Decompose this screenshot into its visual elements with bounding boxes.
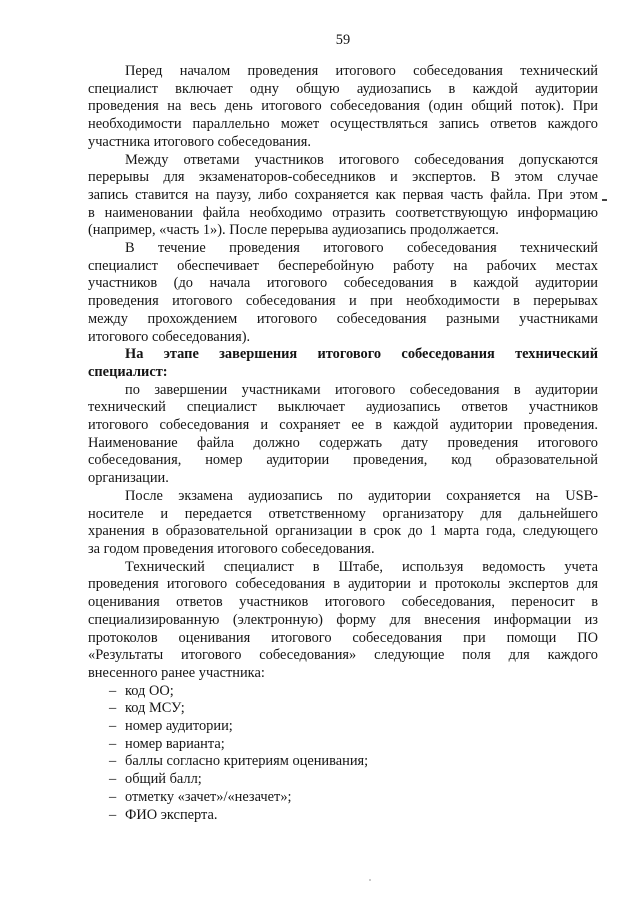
list-item-text: баллы согласно критериям оценивания; <box>125 753 369 770</box>
list-item <box>88 789 598 807</box>
text-line: участника итогового собеседования. <box>88 133 311 150</box>
list-item-text: номер варианта; <box>125 735 225 752</box>
scan-artifact-mark <box>602 199 607 201</box>
page-number: 59 <box>335 32 351 48</box>
text-line: специалист включает одну общую аудиозапись в каждой аудитории <box>88 80 598 97</box>
text-line: оценивания ответов участников итогового собеседования, переносит в <box>88 594 598 611</box>
text-line: технический специалист выключает аудиозапись ответов участников <box>88 399 598 416</box>
list-item <box>88 700 598 718</box>
list-dash: – <box>109 682 117 699</box>
list-dash: – <box>109 806 117 823</box>
list-item <box>88 736 598 754</box>
list-dash: – <box>109 753 117 770</box>
list-item <box>88 753 598 771</box>
text-line: организации. <box>88 470 169 487</box>
text-line: в наименовании файла необходимо отразить соответствующую информацию <box>88 204 598 221</box>
list-dash: – <box>109 718 117 735</box>
text-line: итогового собеседования). <box>88 328 251 345</box>
text-line: итогового собеседования и сохраняет ее в каждой аудитории проведения. <box>88 417 598 434</box>
text-line: «Результаты итогового собеседования» следующие поля для каждого <box>88 647 598 664</box>
text-line: внесенного ранее участника: <box>88 664 265 681</box>
text-line: перерывы для экзаменаторов-собеседников и экспертов. В этом случае <box>88 169 598 186</box>
list-item <box>88 683 598 701</box>
section-heading-completion-stage <box>88 346 598 381</box>
text-line: проведения на весь день итогового собеседования (один общий поток). При <box>88 98 598 115</box>
text-line: специалист обеспечивает бесперебойную работу на рабочих местах <box>88 257 598 274</box>
list-item-text: номер аудитории; <box>125 718 233 735</box>
text-line: На этапе завершения итогового собеседования технический <box>125 346 598 363</box>
list-item-text: отметку «зачет»/«незачет»; <box>125 788 292 805</box>
text-line: протоколов оценивания итогового собеседования при помощи ПО <box>88 629 598 646</box>
list-item-text: ФИО эксперта. <box>125 806 218 823</box>
list-item-text: общий балл; <box>125 771 202 788</box>
list-dash: – <box>109 788 117 805</box>
text-line: хранения в образовательной организации в срок до 1 марта года, следующего <box>88 523 598 540</box>
text-line: запись ставится на паузу, либо сохраняется как первая часть файла. При этом <box>88 186 598 203</box>
text-line: (например, «часть 1»). После перерыва аудиозапись продолжается. <box>88 222 499 239</box>
text-line: В течение проведения итогового собеседования технический <box>125 240 598 257</box>
text-line: между прохождением итогового собеседования разными участниками <box>88 310 598 327</box>
page-body <box>88 63 598 824</box>
text-line: Технический специалист в Штабе, используя ведомость учета <box>125 558 598 575</box>
list-item <box>88 718 598 736</box>
paragraph-usb-storage <box>88 488 598 559</box>
text-line: носителе и передается ответственному организатору для дальнейшего <box>88 505 598 522</box>
list-dash: – <box>109 700 117 717</box>
list-item <box>88 807 598 825</box>
text-line: После экзамена аудиозапись по аудитории сохраняется на USB- <box>125 487 598 504</box>
text-line: проведения итогового собеседования и при необходимости в перерывах <box>88 293 598 310</box>
text-line: специализированную (электронную) форму для внесения информации из <box>88 611 598 628</box>
list-item <box>88 771 598 789</box>
text-line: проведения итогового собеседования в аудитории и протоколы экспертов для <box>88 576 598 593</box>
paragraph-breaks <box>88 152 598 241</box>
fields-list <box>88 683 598 825</box>
text-line: Наименование файла должно содержать дату проведения итогового <box>88 434 598 451</box>
text-line: Перед началом проведения итогового собеседования технический <box>125 63 598 79</box>
text-line: участников (до начала итогового собеседования в каждой аудитории <box>88 275 598 292</box>
list-dash: – <box>109 771 117 788</box>
text-line: необходимости параллельно может осуществляться запись ответов каждого <box>88 116 598 133</box>
list-item-text: код ОО; <box>125 682 174 699</box>
paragraph-results-entry <box>88 559 598 683</box>
text-line: специалист: <box>88 363 168 380</box>
paragraph-audio-recording-start <box>88 63 598 152</box>
scan-artifact-dot <box>369 879 371 881</box>
paragraph-stop-recording <box>88 382 598 488</box>
text-line: Между ответами участников итогового собеседования допускаются <box>125 151 598 168</box>
list-dash: – <box>109 735 117 752</box>
text-line: собеседования, номер аудитории проведения, код образовательной <box>88 452 598 469</box>
text-line: по завершении участниками итогового собеседования в аудитории <box>125 381 598 398</box>
text-line: за годом проведения итогового собеседования. <box>88 540 375 557</box>
paragraph-workstations <box>88 240 598 346</box>
list-item-text: код МСУ; <box>125 700 185 717</box>
